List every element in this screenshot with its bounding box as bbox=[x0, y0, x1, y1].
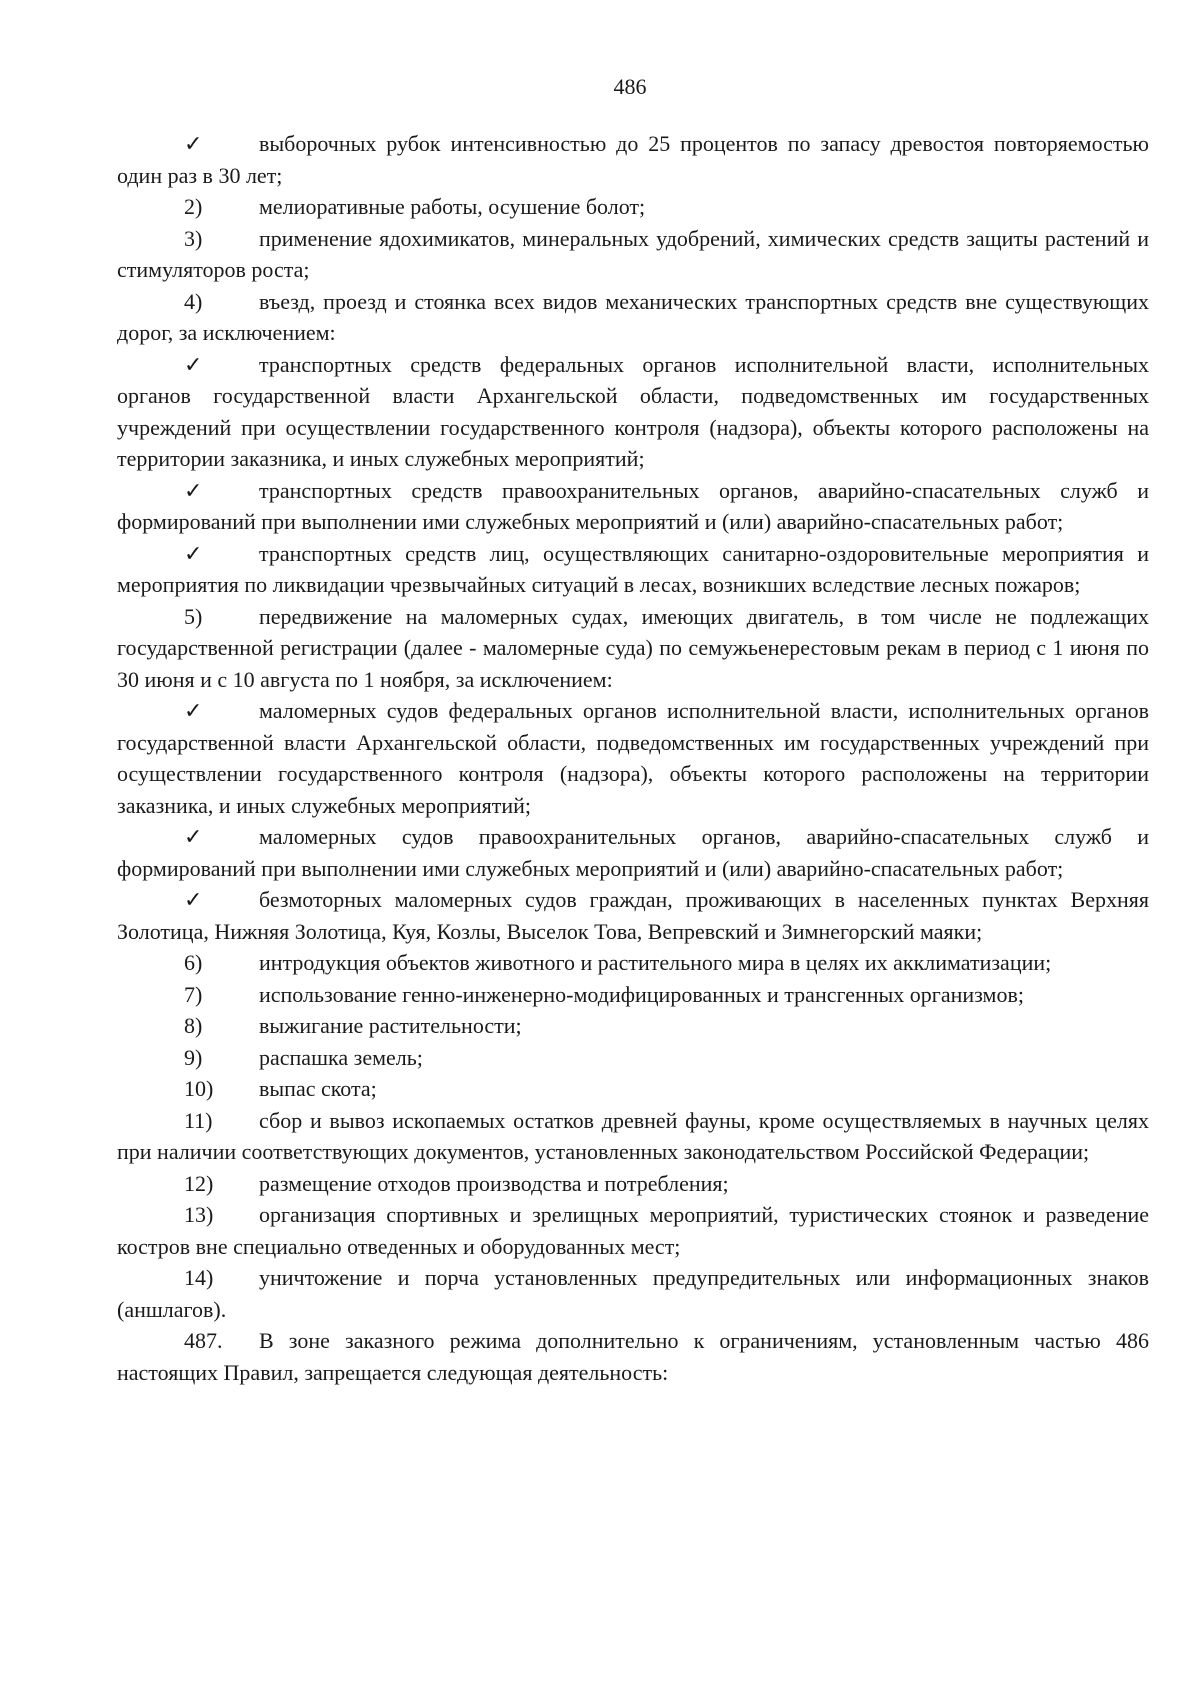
list-number: 13) bbox=[184, 1202, 214, 1227]
paragraph bbox=[117, 1325, 1149, 1388]
list-number: 4) bbox=[184, 288, 203, 314]
paragraph-text: выжигание растительности; bbox=[259, 1013, 522, 1038]
paragraph-text: мелиоративные работы, осушение болот; bbox=[259, 194, 646, 219]
list-number: 8) bbox=[184, 1013, 203, 1038]
paragraph bbox=[117, 695, 1149, 821]
list-number: 9) bbox=[184, 1044, 203, 1070]
list-number: 6) bbox=[184, 950, 203, 975]
checkmark-icon: ✓ bbox=[184, 131, 203, 156]
paragraph-text: организация спортивных и зрелищных мероприятий, туристических стоянок и разведение костров вне специально отведенных и оборудованных мест; bbox=[117, 1202, 1149, 1259]
list-number: 11) bbox=[184, 1107, 213, 1133]
paragraph-text: уничтожение и порча установленных предупредительных или информационных знаков (аншлагов). bbox=[117, 1265, 1149, 1322]
paragraph-text: выборочных рубок интенсивностью до 25 процентов по запасу древостоя повторяемостью один раз в 30 лет; bbox=[117, 131, 1149, 188]
checkmark-icon: ✓ bbox=[184, 824, 203, 849]
paragraph bbox=[117, 947, 1149, 979]
paragraph bbox=[117, 475, 1149, 538]
paragraph bbox=[117, 979, 1149, 1011]
document-body bbox=[117, 128, 1149, 1388]
paragraph-text: В зоне заказного режима дополнительно к ограничениям, установленным частью 486 настоящих Правил, запрещается следующая деятельность: bbox=[117, 1328, 1149, 1385]
checkmark-icon: ✓ bbox=[184, 698, 203, 723]
paragraph-text: размещение отходов производства и потребления; bbox=[259, 1170, 729, 1196]
paragraph bbox=[117, 1042, 1149, 1074]
checkmark-icon: ✓ bbox=[184, 477, 203, 503]
paragraph-text: маломерных судов правоохранительных органов, аварийно-спасательных служб и формирований при выполнении ими служебных мероприятий и (или) аварийно-спасательных работ; bbox=[117, 824, 1149, 881]
paragraph-text: транспортных средств федеральных органов исполнительной власти, исполнительных органов государственной власти Архангельской области, подведомственных им государственных учреждений при осуществлении государственного контроля (надзора), объекты которого расположены на территории заказника, и иных служебных мероприятий; bbox=[117, 351, 1149, 471]
paragraph bbox=[117, 601, 1149, 696]
paragraph-text: выпас скота; bbox=[259, 1076, 377, 1101]
paragraph-text: сбор и вывоз ископаемых остатков древней фауны, кроме осуществляемых в научных целях при наличии соответствующих документов, установленных законодательством Российской Федерации; bbox=[117, 1107, 1149, 1164]
list-number: 12) bbox=[184, 1170, 214, 1196]
paragraph-text: въезд, проезд и стоянка всех видов механических транспортных средств вне существующих дорог, за исключением: bbox=[117, 288, 1149, 345]
checkmark-icon: ✓ bbox=[184, 887, 203, 912]
paragraph-text: применение ядохимикатов, минеральных удобрений, химических средств защиты растений и стимуляторов роста; bbox=[117, 225, 1149, 282]
paragraph bbox=[117, 349, 1149, 475]
paragraph-text: интродукция объектов животного и растительного мира в целях их акклиматизации; bbox=[259, 950, 1052, 975]
list-number: 7) bbox=[184, 981, 203, 1007]
paragraph bbox=[117, 1262, 1149, 1325]
paragraph bbox=[117, 191, 1149, 223]
paragraph-text: маломерных судов федеральных органов исполнительной власти, исполнительных органов государственной власти Архангельской области, подведомственных им государственных учреждений при осуществлении государственного контроля (надзора), объекты которого расположены на территории заказника, и иных служебных мероприятий; bbox=[117, 698, 1149, 818]
list-number: 3) bbox=[184, 225, 203, 251]
paragraph bbox=[117, 1073, 1149, 1105]
paragraph-text: транспортных средств правоохранительных органов, аварийно-спасательных служб и формирований при выполнении ими служебных мероприятий и (или) аварийно-спасательных работ; bbox=[117, 477, 1149, 534]
paragraph-text: использование генно-инженерно-модифицированных и трансгенных организмов; bbox=[259, 981, 1024, 1007]
section-number: 487. bbox=[184, 1328, 223, 1353]
checkmark-icon: ✓ bbox=[184, 540, 203, 566]
paragraph bbox=[117, 884, 1149, 947]
paragraph bbox=[117, 223, 1149, 286]
paragraph bbox=[117, 1010, 1149, 1042]
paragraph bbox=[117, 1168, 1149, 1200]
list-number: 14) bbox=[184, 1265, 214, 1290]
page-number: 486 bbox=[613, 74, 647, 99]
checkmark-icon: ✓ bbox=[184, 351, 203, 377]
paragraph-text: передвижение на маломерных судах, имеющих двигатель, в том числе не подлежащих государственной регистрации (далее - маломерные суда) по семужьенерестовым рекам в период с 1 июня по 30 июня и с 10 августа по 1 ноября, за исключением: bbox=[117, 603, 1149, 692]
paragraph bbox=[117, 1199, 1149, 1262]
paragraph-text: транспортных средств лиц, осуществляющих санитарно-оздоровительные мероприятия и мероприятия по ликвидации чрезвычайных ситуаций в лесах, возникших вследствие лесных пожаров; bbox=[117, 540, 1149, 597]
paragraph-text: распашка земель; bbox=[259, 1044, 423, 1070]
paragraph bbox=[117, 538, 1149, 601]
paragraph bbox=[117, 128, 1149, 191]
list-number: 5) bbox=[184, 603, 203, 629]
paragraph-text: безмоторных маломерных судов граждан, проживающих в населенных пунктах Верхняя Золотица, Нижняя Золотица, Куя, Козлы, Выселок Това, Вепревский и Зимнегорский маяки; bbox=[117, 887, 1149, 944]
paragraph bbox=[117, 821, 1149, 884]
paragraph bbox=[117, 286, 1149, 349]
paragraph bbox=[117, 1105, 1149, 1168]
list-number: 10) bbox=[184, 1076, 214, 1101]
list-number: 2) bbox=[184, 194, 203, 219]
